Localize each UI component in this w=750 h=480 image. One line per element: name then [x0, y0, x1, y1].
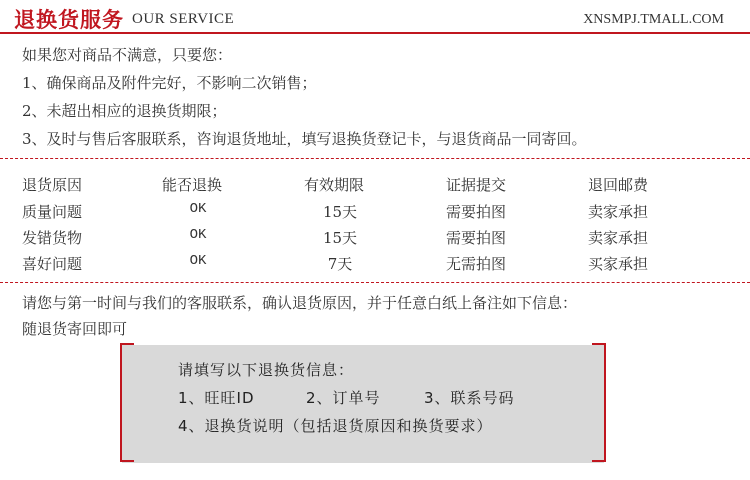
table-header-cell: 证据提交 [446, 176, 507, 194]
page-subtitle: OUR SERVICE [132, 11, 235, 27]
intro-item-3: 3、及时与售后客服联系，咨询退货地址，填写退换货登记卡，与退货商品一同寄回。 [22, 130, 587, 148]
table-header-cell: 退回邮费 [588, 176, 649, 194]
card-item-2: 2、订单号 [306, 389, 381, 407]
card-bracket-right [592, 343, 606, 462]
table-cell: 15天 [322, 229, 358, 247]
table-cell: OK [189, 201, 207, 217]
table-row [0, 253, 750, 279]
card-title: 请填写以下退换货信息： [178, 361, 355, 379]
table-cell: 卖家承担 [588, 229, 649, 247]
card-item-3: 3、联系号码 [424, 389, 515, 407]
table-cell: OK [189, 253, 207, 269]
table-row [0, 201, 750, 227]
header-divider [0, 32, 750, 34]
table-cell: 15天 [322, 203, 358, 221]
table-cell: 无需拍图 [446, 255, 507, 273]
store-domain: XNSMPJ.TMALL.COM [583, 12, 724, 27]
table-cell: 需要拍图 [446, 229, 507, 247]
card-item-4: 4、退换货说明（包括退货原因和换货要求） [178, 417, 493, 435]
page-title: 退换货服务 [14, 8, 124, 32]
footer-line-2: 随退货寄回即可 [22, 320, 128, 338]
table-header-cell: 退货原因 [22, 176, 83, 194]
header [0, 0, 750, 36]
table-cell: 卖家承担 [588, 203, 649, 221]
table-row [0, 227, 750, 253]
return-info-card [122, 345, 604, 463]
table-cell: OK [189, 227, 207, 243]
table-cell: 发错货物 [22, 229, 83, 247]
table-cell: 买家承担 [588, 255, 649, 273]
table-header-row [0, 174, 750, 200]
card-bracket-left [120, 343, 134, 462]
section-divider-2 [0, 282, 750, 283]
intro-item-1: 1、确保商品及附件完好，不影响二次销售； [22, 74, 317, 92]
intro-lead: 如果您对商品不满意，只要您： [22, 46, 233, 64]
section-divider-1 [0, 158, 750, 159]
footer-line-1: 请您与第一时间与我们的客服联系，确认退货原因，并于任意白纸上备注如下信息： [22, 294, 578, 312]
table-cell: 7天 [327, 255, 353, 273]
intro-item-2: 2、未超出相应的退换货期限； [22, 102, 227, 120]
table-header-cell: 能否退换 [162, 176, 223, 194]
table-cell: 喜好问题 [22, 255, 83, 273]
card-item-1: 1、旺旺ID [178, 389, 255, 407]
table-cell: 质量问题 [22, 203, 83, 221]
table-cell: 需要拍图 [446, 203, 507, 221]
table-header-cell: 有效期限 [304, 176, 365, 194]
